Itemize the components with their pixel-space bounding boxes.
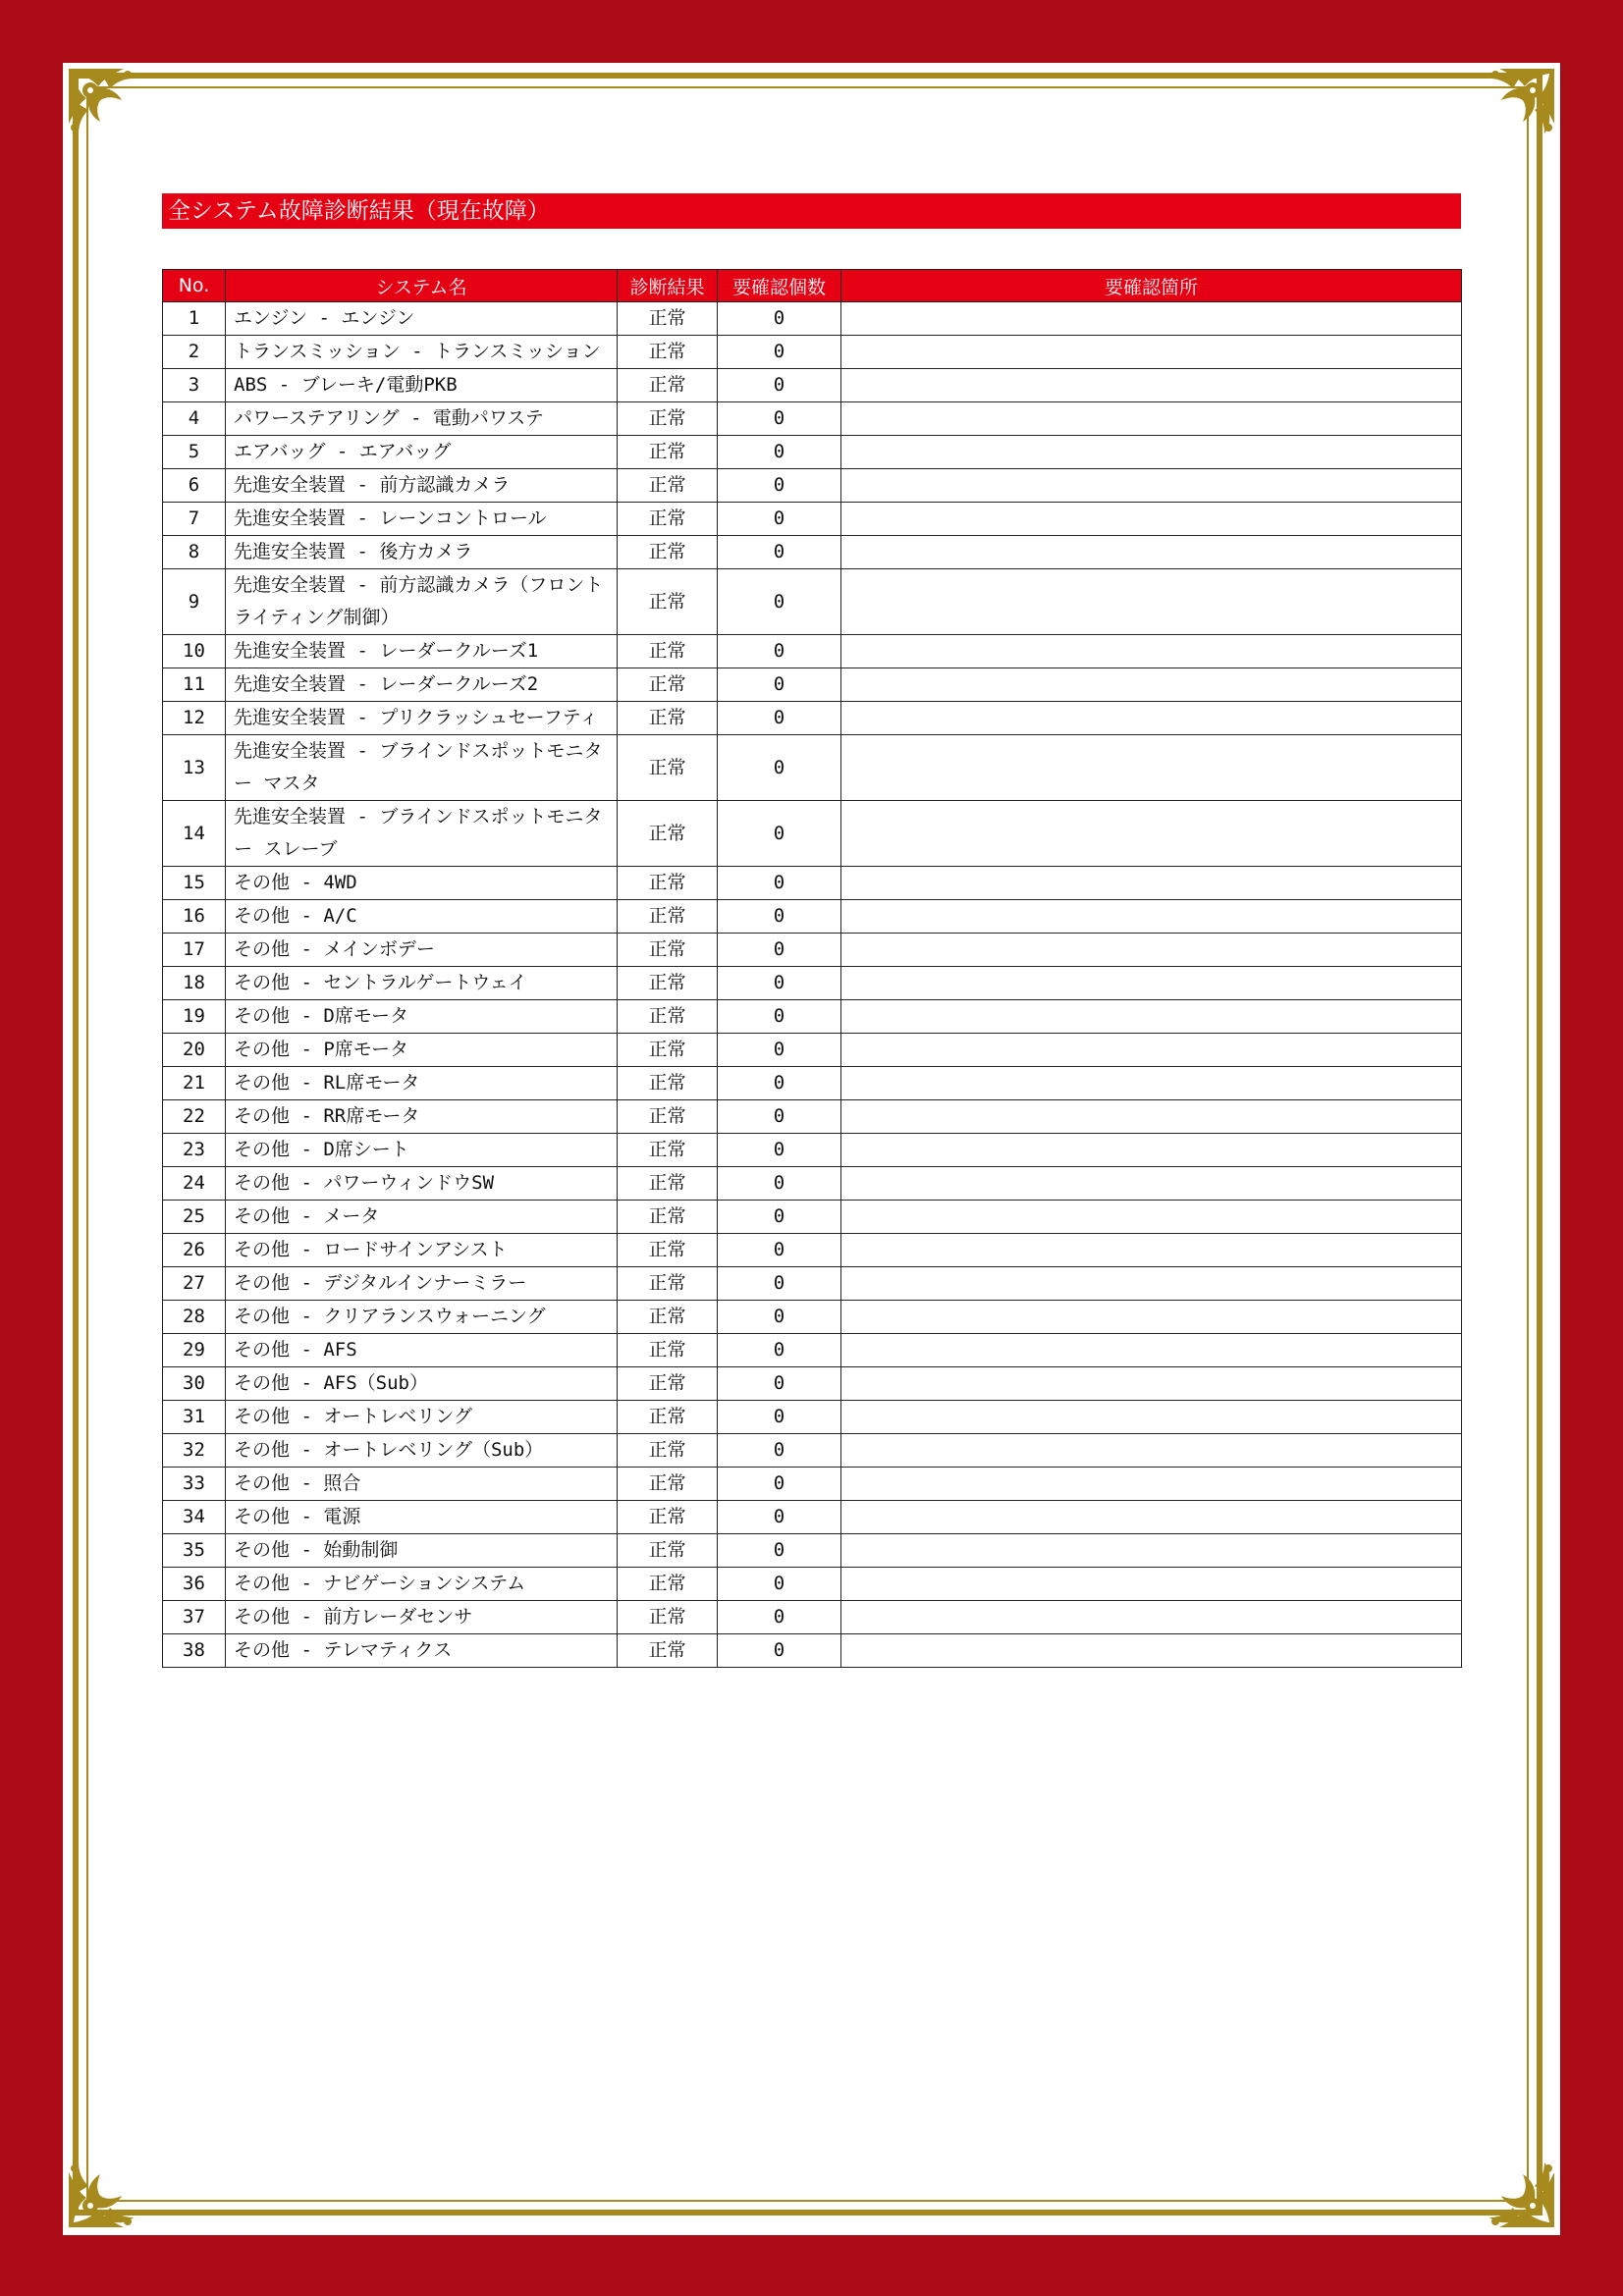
system-name-cell: その他 - 電源 — [226, 1501, 618, 1534]
check-location-cell — [841, 503, 1462, 536]
check-location-cell — [841, 1167, 1462, 1201]
system-name-cell: その他 - オートレベリング — [226, 1401, 618, 1434]
check-count-cell: 0 — [718, 900, 841, 934]
diagnosis-result-cell: 正常 — [618, 635, 718, 668]
row-number: 16 — [163, 900, 226, 934]
row-number: 27 — [163, 1267, 226, 1301]
check-location-cell — [841, 1634, 1462, 1668]
check-count-cell: 0 — [718, 1201, 841, 1234]
check-count-cell: 0 — [718, 702, 841, 735]
row-number: 32 — [163, 1434, 226, 1468]
check-location-cell — [841, 1234, 1462, 1267]
check-location-cell — [841, 934, 1462, 967]
check-count-cell: 0 — [718, 735, 841, 801]
check-location-cell — [841, 536, 1462, 569]
diagnosis-result-cell: 正常 — [618, 801, 718, 867]
diagnosis-result-cell: 正常 — [618, 1267, 718, 1301]
system-name-cell: エンジン - エンジン — [226, 302, 618, 336]
row-number: 21 — [163, 1067, 226, 1100]
diagnosis-result-cell: 正常 — [618, 1334, 718, 1367]
system-name-cell: 先進安全装置 - プリクラッシュセーフティ — [226, 702, 618, 735]
system-name-cell: 先進安全装置 - 前方認識カメラ — [226, 469, 618, 503]
check-location-cell — [841, 1134, 1462, 1167]
diagnosis-result-cell: 正常 — [618, 934, 718, 967]
table-row — [163, 702, 1462, 735]
diagnosis-result-cell: 正常 — [618, 1534, 718, 1568]
check-location-cell — [841, 1501, 1462, 1534]
system-name-cell: その他 - P席モータ — [226, 1034, 618, 1067]
row-number: 12 — [163, 702, 226, 735]
table-row — [163, 302, 1462, 336]
system-name-cell: トランスミッション - トランスミッション — [226, 336, 618, 369]
system-name-cell: その他 - 4WD — [226, 867, 618, 900]
system-name-cell: その他 - AFS（Sub） — [226, 1367, 618, 1401]
diagnosis-result-cell: 正常 — [618, 536, 718, 569]
diagnosis-result-cell: 正常 — [618, 735, 718, 801]
table-row — [163, 801, 1462, 867]
row-number: 26 — [163, 1234, 226, 1267]
row-number: 29 — [163, 1334, 226, 1367]
check-location-cell — [841, 1468, 1462, 1501]
check-count-cell: 0 — [718, 1067, 841, 1100]
row-number: 22 — [163, 1100, 226, 1134]
check-location-cell — [841, 336, 1462, 369]
table-row — [163, 1000, 1462, 1034]
check-count-cell: 0 — [718, 436, 841, 469]
diagnosis-result-cell: 正常 — [618, 1601, 718, 1634]
check-location-cell — [841, 735, 1462, 801]
table-row — [163, 967, 1462, 1000]
table-row — [163, 1401, 1462, 1434]
table-row — [163, 536, 1462, 569]
check-count-cell: 0 — [718, 1334, 841, 1367]
table-body — [163, 302, 1462, 1668]
table-row — [163, 1234, 1462, 1267]
row-number: 18 — [163, 967, 226, 1000]
table-row — [163, 1301, 1462, 1334]
row-number: 11 — [163, 668, 226, 702]
check-location-cell — [841, 1000, 1462, 1034]
system-name-cell: その他 - RR席モータ — [226, 1100, 618, 1134]
row-number: 28 — [163, 1301, 226, 1334]
check-count-cell: 0 — [718, 1167, 841, 1201]
system-name-cell: 先進安全装置 - レーダークルーズ1 — [226, 635, 618, 668]
check-location-cell — [841, 1100, 1462, 1134]
header-no: No. — [163, 270, 226, 302]
system-name-cell: 先進安全装置 - レーダークルーズ2 — [226, 668, 618, 702]
check-count-cell: 0 — [718, 1601, 841, 1634]
check-location-cell — [841, 1401, 1462, 1434]
corner-ornament-icon — [65, 65, 155, 155]
check-location-cell — [841, 1534, 1462, 1568]
diagnosis-result-cell: 正常 — [618, 668, 718, 702]
check-count-cell: 0 — [718, 801, 841, 867]
check-count-cell: 0 — [718, 1501, 841, 1534]
check-location-cell — [841, 1367, 1462, 1401]
row-number: 3 — [163, 369, 226, 402]
check-location-cell — [841, 801, 1462, 867]
system-name-cell: その他 - 前方レーダセンサ — [226, 1601, 618, 1634]
diagnosis-table — [162, 269, 1462, 1668]
check-location-cell — [841, 1301, 1462, 1334]
row-number: 33 — [163, 1468, 226, 1501]
check-count-cell: 0 — [718, 1401, 841, 1434]
check-count-cell: 0 — [718, 402, 841, 436]
system-name-cell: その他 - D席モータ — [226, 1000, 618, 1034]
check-location-cell — [841, 1334, 1462, 1367]
header-check-count: 要確認個数 — [718, 270, 841, 302]
table-row — [163, 469, 1462, 503]
diagnosis-result-cell: 正常 — [618, 1367, 718, 1401]
system-name-cell: その他 - パワーウィンドウSW — [226, 1167, 618, 1201]
table-row — [163, 668, 1462, 702]
check-count-cell: 0 — [718, 867, 841, 900]
check-location-cell — [841, 1067, 1462, 1100]
system-name-cell: その他 - セントラルゲートウェイ — [226, 967, 618, 1000]
table-row — [163, 1568, 1462, 1601]
row-number: 9 — [163, 569, 226, 635]
diagnosis-result-cell: 正常 — [618, 1634, 718, 1668]
system-name-cell: その他 - オートレベリング（Sub） — [226, 1434, 618, 1468]
diagnosis-result-cell: 正常 — [618, 1234, 718, 1267]
header-check-location: 要確認箇所 — [841, 270, 1462, 302]
diagnosis-result-cell: 正常 — [618, 1434, 718, 1468]
diagnosis-result-cell: 正常 — [618, 469, 718, 503]
table-row — [163, 1367, 1462, 1401]
system-name-cell: その他 - メインボデー — [226, 934, 618, 967]
diagnosis-result-cell: 正常 — [618, 369, 718, 402]
check-count-cell: 0 — [718, 1367, 841, 1401]
system-name-cell: 先進安全装置 - 前方認識カメラ（フロントライティング制御） — [226, 569, 618, 635]
row-number: 24 — [163, 1167, 226, 1201]
system-name-cell: その他 - RL席モータ — [226, 1067, 618, 1100]
table-row — [163, 735, 1462, 801]
check-count-cell: 0 — [718, 302, 841, 336]
corner-ornament-icon — [1468, 65, 1558, 155]
check-location-cell — [841, 436, 1462, 469]
row-number: 5 — [163, 436, 226, 469]
check-location-cell — [841, 1434, 1462, 1468]
check-count-cell: 0 — [718, 934, 841, 967]
table-row — [163, 867, 1462, 900]
check-count-cell: 0 — [718, 1034, 841, 1067]
header-system-name: システム名 — [226, 270, 618, 302]
row-number: 6 — [163, 469, 226, 503]
table-row — [163, 1134, 1462, 1167]
table-row — [163, 436, 1462, 469]
diagnosis-result-cell: 正常 — [618, 569, 718, 635]
table-row — [163, 1167, 1462, 1201]
row-number: 13 — [163, 735, 226, 801]
table-row — [163, 1034, 1462, 1067]
row-number: 37 — [163, 1601, 226, 1634]
check-count-cell: 0 — [718, 336, 841, 369]
check-count-cell: 0 — [718, 1234, 841, 1267]
row-number: 25 — [163, 1201, 226, 1234]
diagnosis-result-cell: 正常 — [618, 402, 718, 436]
diagnosis-result-cell: 正常 — [618, 1201, 718, 1234]
system-name-cell: ABS - ブレーキ/電動PKB — [226, 369, 618, 402]
check-location-cell — [841, 1201, 1462, 1234]
row-number: 4 — [163, 402, 226, 436]
system-name-cell: 先進安全装置 - ブラインドスポットモニター マスタ — [226, 735, 618, 801]
system-name-cell: その他 - AFS — [226, 1334, 618, 1367]
check-count-cell: 0 — [718, 469, 841, 503]
row-number: 15 — [163, 867, 226, 900]
diagnosis-result-cell: 正常 — [618, 503, 718, 536]
check-location-cell — [841, 1267, 1462, 1301]
table-row — [163, 1501, 1462, 1534]
check-location-cell — [841, 1034, 1462, 1067]
system-name-cell: その他 - ナビゲーションシステム — [226, 1568, 618, 1601]
check-count-cell: 0 — [718, 635, 841, 668]
system-name-cell: その他 - A/C — [226, 900, 618, 934]
check-location-cell — [841, 1568, 1462, 1601]
diagnosis-result-cell: 正常 — [618, 436, 718, 469]
diagnosis-result-cell: 正常 — [618, 302, 718, 336]
system-name-cell: その他 - ロードサインアシスト — [226, 1234, 618, 1267]
system-name-cell: その他 - 照合 — [226, 1468, 618, 1501]
system-name-cell: その他 - メータ — [226, 1201, 618, 1234]
row-number: 1 — [163, 302, 226, 336]
table-row — [163, 1100, 1462, 1134]
check-location-cell — [841, 402, 1462, 436]
check-count-cell: 0 — [718, 1468, 841, 1501]
row-number: 2 — [163, 336, 226, 369]
diagnosis-result-cell: 正常 — [618, 1134, 718, 1167]
system-name-cell: 先進安全装置 - 後方カメラ — [226, 536, 618, 569]
row-number: 8 — [163, 536, 226, 569]
check-count-cell: 0 — [718, 536, 841, 569]
page-title: 全システム故障診断結果（現在故障） — [162, 193, 1461, 229]
system-name-cell: その他 - クリアランスウォーニング — [226, 1301, 618, 1334]
check-location-cell — [841, 302, 1462, 336]
check-location-cell — [841, 635, 1462, 668]
diagnosis-result-cell: 正常 — [618, 1034, 718, 1067]
table-row — [163, 402, 1462, 436]
check-location-cell — [841, 967, 1462, 1000]
diagnosis-result-cell: 正常 — [618, 1301, 718, 1334]
corner-ornament-icon — [1468, 2141, 1558, 2231]
table-row — [163, 900, 1462, 934]
diagnosis-result-cell: 正常 — [618, 900, 718, 934]
check-count-cell: 0 — [718, 1134, 841, 1167]
table-row — [163, 934, 1462, 967]
check-count-cell: 0 — [718, 569, 841, 635]
diagnosis-result-cell: 正常 — [618, 967, 718, 1000]
check-count-cell: 0 — [718, 369, 841, 402]
check-location-cell — [841, 1601, 1462, 1634]
table-row — [163, 1434, 1462, 1468]
row-number: 34 — [163, 1501, 226, 1534]
diagnosis-result-cell: 正常 — [618, 702, 718, 735]
system-name-cell: 先進安全装置 - ブラインドスポットモニター スレーブ — [226, 801, 618, 867]
check-count-cell: 0 — [718, 503, 841, 536]
table-row — [163, 1601, 1462, 1634]
check-count-cell: 0 — [718, 1534, 841, 1568]
diagnosis-result-cell: 正常 — [618, 1468, 718, 1501]
system-name-cell: その他 - テレマティクス — [226, 1634, 618, 1668]
check-location-cell — [841, 668, 1462, 702]
header-diagnosis-result: 診断結果 — [618, 270, 718, 302]
check-location-cell — [841, 569, 1462, 635]
check-location-cell — [841, 900, 1462, 934]
row-number: 19 — [163, 1000, 226, 1034]
system-name-cell: エアバッグ - エアバッグ — [226, 436, 618, 469]
table-row — [163, 369, 1462, 402]
table-row — [163, 1067, 1462, 1100]
row-number: 38 — [163, 1634, 226, 1668]
table-row — [163, 569, 1462, 635]
row-number: 31 — [163, 1401, 226, 1434]
diagnosis-result-cell: 正常 — [618, 336, 718, 369]
check-count-cell: 0 — [718, 1301, 841, 1334]
corner-ornament-icon — [65, 2141, 155, 2231]
diagnosis-result-cell: 正常 — [618, 1401, 718, 1434]
diagnosis-result-cell: 正常 — [618, 1568, 718, 1601]
check-location-cell — [841, 867, 1462, 900]
check-count-cell: 0 — [718, 1000, 841, 1034]
row-number: 17 — [163, 934, 226, 967]
diagnosis-result-cell: 正常 — [618, 1100, 718, 1134]
check-count-cell: 0 — [718, 1568, 841, 1601]
diagnosis-result-cell: 正常 — [618, 1000, 718, 1034]
check-location-cell — [841, 369, 1462, 402]
table-row — [163, 1201, 1462, 1234]
table-row — [163, 503, 1462, 536]
row-number: 23 — [163, 1134, 226, 1167]
table-row — [163, 635, 1462, 668]
table-row — [163, 1468, 1462, 1501]
diagnosis-result-cell: 正常 — [618, 1067, 718, 1100]
row-number: 35 — [163, 1534, 226, 1568]
row-number: 36 — [163, 1568, 226, 1601]
row-number: 14 — [163, 801, 226, 867]
table-row — [163, 1634, 1462, 1668]
diagnosis-result-cell: 正常 — [618, 1167, 718, 1201]
system-name-cell: その他 - 始動制御 — [226, 1534, 618, 1568]
system-name-cell: その他 - D席シート — [226, 1134, 618, 1167]
diagnosis-result-cell: 正常 — [618, 867, 718, 900]
check-location-cell — [841, 469, 1462, 503]
table-row — [163, 1267, 1462, 1301]
row-number: 30 — [163, 1367, 226, 1401]
check-count-cell: 0 — [718, 1100, 841, 1134]
check-count-cell: 0 — [718, 967, 841, 1000]
table-row — [163, 336, 1462, 369]
check-location-cell — [841, 702, 1462, 735]
system-name-cell: その他 - デジタルインナーミラー — [226, 1267, 618, 1301]
system-name-cell: 先進安全装置 - レーンコントロール — [226, 503, 618, 536]
row-number: 20 — [163, 1034, 226, 1067]
check-count-cell: 0 — [718, 668, 841, 702]
diagnosis-result-cell: 正常 — [618, 1501, 718, 1534]
table-row — [163, 1534, 1462, 1568]
row-number: 7 — [163, 503, 226, 536]
system-name-cell: パワーステアリング - 電動パワステ — [226, 402, 618, 436]
table-row — [163, 1334, 1462, 1367]
table-header-row — [163, 270, 1462, 302]
row-number: 10 — [163, 635, 226, 668]
check-count-cell: 0 — [718, 1434, 841, 1468]
check-count-cell: 0 — [718, 1267, 841, 1301]
check-count-cell: 0 — [718, 1634, 841, 1668]
